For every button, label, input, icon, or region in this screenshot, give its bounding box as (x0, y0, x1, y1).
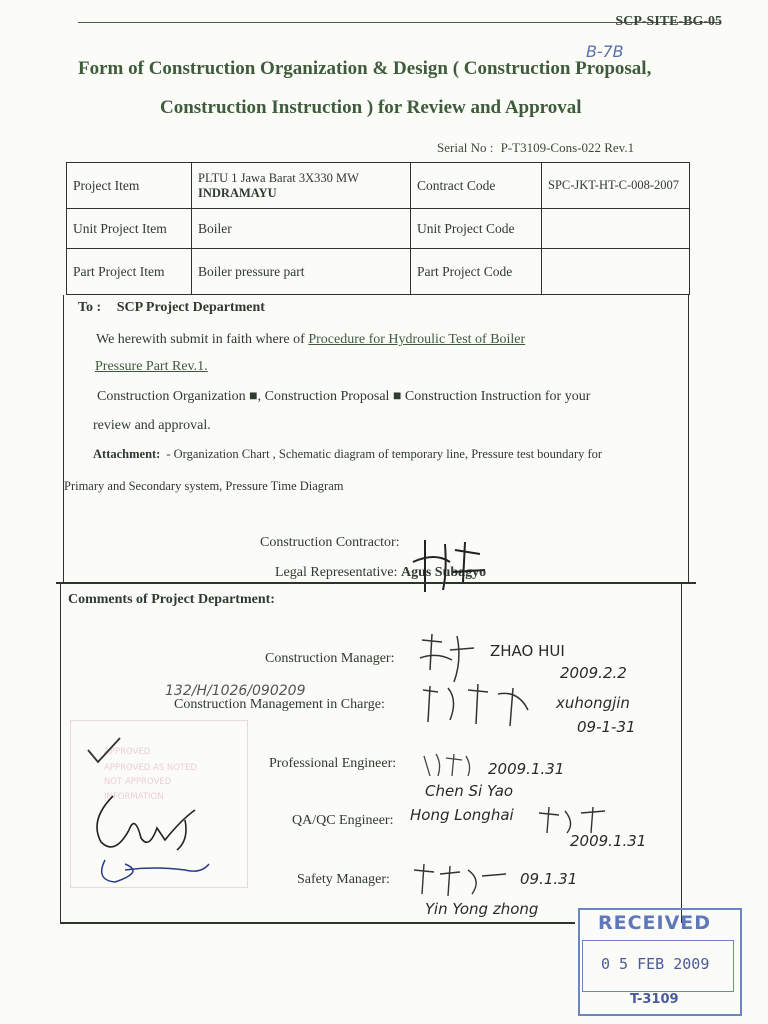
safety-manager-signature (410, 860, 510, 900)
construction-manager-label: Construction Manager: (265, 651, 395, 666)
options-line: Construction Organization ■, Construction Proposal ■ Construction Instruction for your (97, 389, 591, 404)
form-title-line-1: Form of Construction Organization & Design ( Construction Proposal, (78, 58, 652, 79)
contract-code-value: SPC-JKT-HT-C-008-2007 (542, 163, 690, 209)
part-project-item-label: Part Project Item (67, 249, 192, 295)
attachment-label: Attachment: (93, 447, 161, 461)
review-line: review and approval. (93, 418, 211, 433)
unit-project-item-value: Boiler (192, 209, 411, 249)
received-stamp-date-box (582, 940, 734, 992)
unit-project-code-label: Unit Project Code (411, 209, 542, 249)
legal-rep-label: Legal Representative: (275, 565, 398, 580)
approval-option: APPROVED AS NOTED (104, 763, 198, 773)
part-project-code-label: Part Project Code (411, 249, 542, 295)
contract-code-label: Contract Code (411, 163, 542, 209)
professional-engineer-date: 2009.1.31 (488, 760, 565, 778)
submission-text (96, 332, 525, 348)
project-item-value-line1: PLTU 1 Jawa Barat 3X330 MW (198, 170, 359, 185)
qaqc-engineer-label: QA/QC Engineer: (292, 813, 394, 828)
construction-management-name: xuhongjin (556, 694, 630, 712)
form-bottom-rule (60, 922, 575, 924)
received-stamp-date: 0 5 FEB 2009 (601, 955, 710, 973)
attachment-line (93, 447, 602, 462)
comments-heading: Comments of Project Department: (68, 592, 275, 607)
attachment-text-1: - Organization Chart , Schematic diagram of temporary line, Pressure test boundary for (166, 447, 603, 461)
approval-option: APPROVED (104, 747, 151, 757)
attachment-text-2: Primary and Secondary system, Pressure Time Diagram (64, 479, 344, 493)
addressee (78, 300, 265, 316)
approver-signature (85, 790, 215, 900)
contractor-label: Construction Contractor: (260, 535, 400, 550)
handwritten-note: B-7B (586, 42, 624, 61)
construction-manager-date: 2009.2.2 (560, 664, 627, 682)
procedure-title-line1: Procedure for Hydroulic Test of Boiler (308, 332, 526, 347)
professional-engineer-signature (420, 750, 480, 780)
part-project-item-value: Boiler pressure part (192, 249, 411, 295)
qaqc-engineer-name: Hong Longhai (410, 806, 514, 824)
serial-value: P-T3109-Cons-022 Rev.1 (500, 140, 635, 155)
approval-option: NOT APPROVED (104, 777, 172, 787)
construction-management-label: Construction Management in Charge: (174, 697, 385, 712)
part-project-code-value (542, 249, 690, 295)
to-label: To : (78, 300, 102, 315)
project-item-value-line2: INDRAMAYU (198, 185, 277, 200)
safety-manager-date: 09.1.31 (520, 870, 578, 888)
construction-management-signature (418, 680, 548, 732)
project-item-label: Project Item (67, 163, 192, 209)
construction-management-date: 09-1-31 (577, 718, 636, 736)
safety-manager-name: Yin Yong zhong (425, 900, 539, 918)
received-stamp-code: T-3109 (630, 992, 679, 1007)
serial-label: Serial No : (437, 140, 494, 155)
to-value: SCP Project Department (116, 300, 265, 315)
professional-engineer-name: Chen Si Yao (425, 782, 514, 800)
serial-number (433, 140, 634, 156)
document-id: SCP-SITE-BG-05 (615, 14, 722, 29)
approval-option: INFORMATION (104, 792, 164, 802)
form-title-line-2: Construction Instruction ) for Review and Approval (160, 97, 582, 118)
project-info-table (66, 162, 690, 295)
unit-project-item-label: Unit Project Item (67, 209, 192, 249)
received-stamp-title: RECEIVED (598, 912, 712, 934)
legal-rep-name: Agus Subagyo (400, 565, 487, 580)
qaqc-engineer-signature (535, 805, 615, 835)
qaqc-engineer-date: 2009.1.31 (570, 832, 647, 850)
procedure-title-line2: Pressure Part Rev.1. (95, 359, 208, 374)
received-stamp (578, 908, 742, 1016)
project-item-value (192, 163, 411, 209)
submit-text: We herewith submit in faith where of (96, 332, 305, 347)
pink-stamp-reference: 132/H/1026/090209 (165, 683, 306, 699)
unit-project-code-value (542, 209, 690, 249)
approved-checkmark (84, 736, 124, 766)
construction-manager-name: ZHAO HUI (490, 642, 565, 660)
safety-manager-label: Safety Manager: (297, 872, 390, 887)
professional-engineer-label: Professional Engineer: (269, 756, 397, 771)
